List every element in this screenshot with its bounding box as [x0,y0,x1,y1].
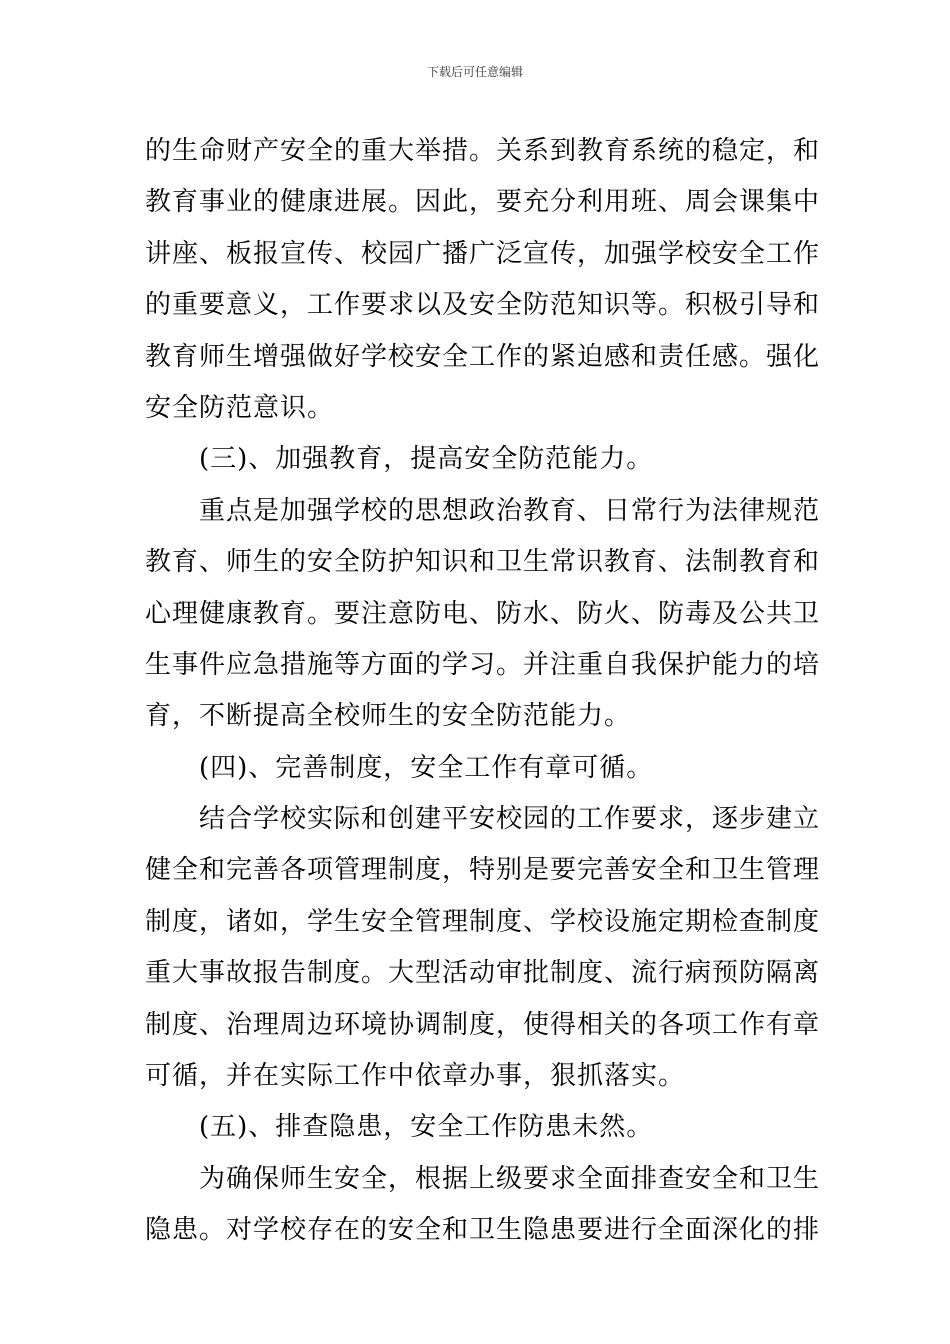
text-line: 的生命财产安全的重大举措。关系到教育系统的稳定，和 [145,136,821,166]
text-line: 安全防范意识。 [145,392,335,423]
text-line: 重点是加强学校的思想政治教育、日常行为法律规范 [199,495,821,526]
text-line: 隐患。对学校存在的安全和卫生隐患要进行全面深化的排 [145,1215,821,1246]
text-line: 的重要意义，工作要求以及安全防范知识等。积极引导和 [145,290,821,321]
body-text [145,126,821,1257]
text-line: 重大事故报告制度。大型活动审批制度、流行病预防隔离 [145,958,821,989]
text-line: 生事件应急措施等方面的学习。并注重自我保护能力的培 [145,649,821,680]
section-heading: (五)、排查隐患，安全工作防患未然。 [199,1112,654,1143]
text-line: 可循，并在实际工作中依章办事，狠抓落实。 [145,1061,686,1092]
text-line: 健全和完善各项管理制度，特别是要完善安全和卫生管理 [145,855,821,886]
text-line: 育，不断提高全校师生的安全防范能力。 [145,701,632,732]
text-line: 讲座、板报宣传、校园广播广泛宣传，加强学校安全工作 [145,238,821,269]
header-note: 下载后可任意编辑 [426,65,523,79]
text-line: 为确保师生安全，根据上级要求全面排查安全和卫生 [199,1163,821,1194]
section-heading: (四)、完善制度，安全工作有章可循。 [199,752,654,783]
text-line: 制度，诸如，学生安全管理制度、学校设施定期检查制度 [145,906,821,937]
text-line: 教育、师生的安全防护知识和卫生常识教育、法制教育和 [145,547,821,578]
text-line: 结合学校实际和创建平安校园的工作要求，逐步建立 [199,804,821,835]
text-line: 心理健康教育。要注意防电、防水、防火、防毒及公共卫 [145,598,821,629]
text-line: 教育师生增强做好学校安全工作的紧迫感和责任感。强化 [145,341,821,372]
section-heading: (三)、加强教育，提高安全防范能力。 [199,444,654,475]
text-line: 制度、治理周边环境协调制度，使得相关的各项工作有章 [145,1009,821,1040]
text-line: 教育事业的健康进展。因此，要充分利用班、周会课集中 [145,187,821,218]
